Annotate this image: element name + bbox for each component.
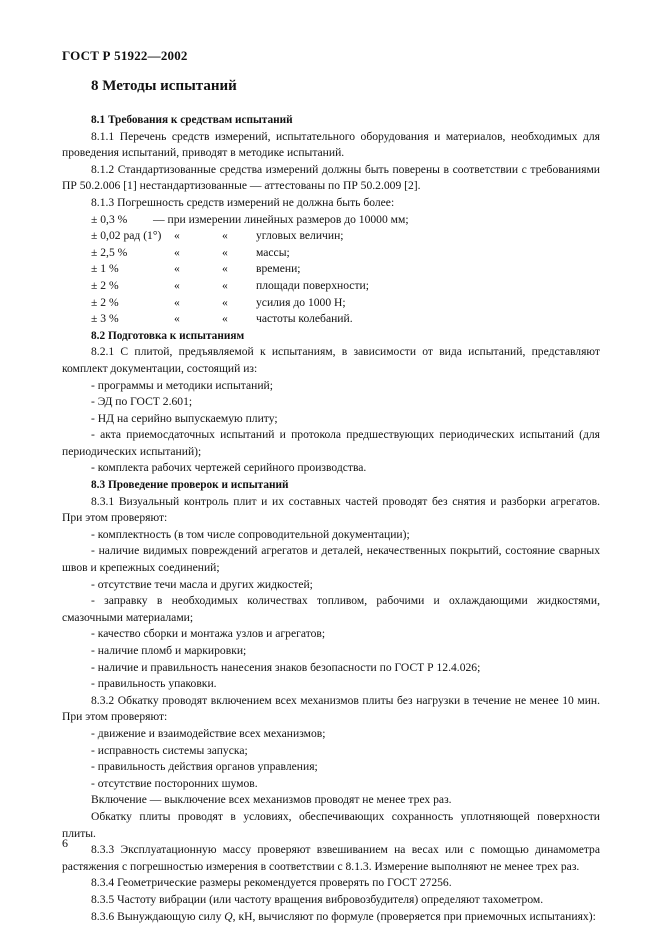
force-symbol: Q xyxy=(224,909,233,923)
list-item: - комплектность (в том числе сопроводительной документации); xyxy=(91,527,410,541)
list-item: - программы и методики испытаний; xyxy=(91,378,273,392)
ditto-mark: « xyxy=(222,245,228,259)
ditto-mark: « xyxy=(174,295,180,309)
ditto-mark: « xyxy=(174,278,180,292)
page-number: 6 xyxy=(62,836,68,850)
limit-value: ± 2 % xyxy=(91,278,119,292)
ditto-mark: « xyxy=(222,278,228,292)
limit-row xyxy=(62,212,600,229)
paragraph-8-3-4: 8.3.4 Геометрические размеры рекомендуется проверять по ГОСТ 27256. xyxy=(91,876,452,890)
ditto-mark: « xyxy=(174,262,180,276)
limit-text: времени; xyxy=(256,262,301,276)
document-header: ГОСТ Р 51922—2002 xyxy=(62,48,188,63)
document-body xyxy=(62,110,600,925)
ditto-mark: « xyxy=(222,229,228,243)
ditto-mark: « xyxy=(174,312,180,326)
subsection-heading-8-3: 8.3 Проведение проверок и испытаний xyxy=(91,479,289,492)
list-item: - отсутствие течи масла и других жидкостей; xyxy=(91,577,313,591)
paragraph-8-1-3: 8.1.3 Погрешность средств измерений не должна быть более: xyxy=(91,195,395,209)
paragraph-8-3-5: 8.3.5 Частоту вибрации (или частоту вращения вибровозбудителя) определяют тахометром. xyxy=(91,892,544,906)
ditto-mark: « xyxy=(222,312,228,326)
list-item: - НД на серийно выпускаемую плиту; xyxy=(91,411,278,425)
ditto-mark: « xyxy=(174,245,180,259)
ditto-mark: « xyxy=(222,262,228,276)
list-item: - акта приемосдаточных испытаний и протокола предшествующих периодических испытаний (для периодических испытаний); xyxy=(62,428,600,458)
paragraph-8-3-3: 8.3.3 Эксплуатационную массу проверяют взвешиванием на весах или с помощью динамометра растяжения с погрешностью измерения в соответствии с 8.1.3. Измерение выполняют не менее трех раз. xyxy=(62,843,600,873)
paragraph-8-3-6-end: , кН, вычисляют по формуле (проверяется при приемочных испытаниях): xyxy=(232,909,596,923)
ditto-mark: « xyxy=(174,229,180,243)
limit-text: площади поверхности; xyxy=(256,278,369,292)
list-item: - исправность системы запуска; xyxy=(91,743,248,757)
subsection-heading-8-1: 8.1 Требования к средствам испытаний xyxy=(91,114,293,126)
paragraph-8-3-6 xyxy=(62,909,600,926)
list-item: - наличие пломб и маркировки; xyxy=(91,644,247,657)
list-item: - заправку в необходимых количествах топливом, рабочими и охлаждающими жидкостями, смазочными материалами; xyxy=(62,594,600,624)
limit-row xyxy=(62,245,600,262)
ditto-mark: « xyxy=(222,295,228,309)
list-item: - правильность упаковки. xyxy=(91,677,217,691)
limit-text: массы; xyxy=(256,245,290,259)
limit-row xyxy=(62,278,600,295)
list-item: - ЭД по ГОСТ 2.601; xyxy=(91,395,193,409)
limit-row xyxy=(62,228,600,245)
paragraph-run-in: Обкатку плиты проводят в условиях, обеспечивающих сохранность уплотняющей поверхности плиты. xyxy=(62,809,600,840)
list-item: - наличие видимых повреждений агрегатов и деталей, некачественных покрытий, состояние сварных швов и крепежных соединений; xyxy=(62,544,600,575)
list-item: - правильность действия органов управления; xyxy=(91,760,318,774)
paragraph-8-3-6-start: 8.3.6 Вынуждающую силу xyxy=(91,909,225,923)
limit-text: усилия до 1000 Н; xyxy=(256,295,346,309)
list-item: - отсутствие посторонних шумов. xyxy=(91,776,258,790)
limit-value: ± 0,02 рад (1°) xyxy=(91,229,162,243)
list-item: - наличие и правильность нанесения знаков безопасности по ГОСТ Р 12.4.026; xyxy=(91,660,481,674)
list-item: - комплекта рабочих чертежей серийного производства. xyxy=(91,461,367,475)
limit-row xyxy=(62,311,600,328)
paragraph-8-1-1: 8.1.1 Перечень средств измерений, испытательного оборудования и материалов, необходимых для проведения испытаний, приводят в методике испытаний. xyxy=(62,129,600,160)
paragraph-8-1-2: 8.1.2 Стандартизованные средства измерений должны быть поверены в соответствии с требованиями ПР 50.2.006 [1] нестандартизованные — аттестованы по ПР 50.2.009 [2]. xyxy=(62,162,600,193)
list-item: - движение и взаимодействие всех механизмов; xyxy=(91,726,326,740)
subsection-heading-8-2: 8.2 Подготовка к испытаниям xyxy=(91,329,245,342)
limit-row xyxy=(62,295,600,312)
paragraph-8-2-1: 8.2.1 С плитой, предъявляемой к испытаниям, в зависимости от вида испытаний, представляют комплект документации, состоящий из: xyxy=(62,345,600,375)
list-item: - качество сборки и монтажа узлов и агрегатов; xyxy=(91,627,326,641)
limit-value: ± 3 % xyxy=(91,312,119,326)
paragraph-8-3-1: 8.3.1 Визуальный контроль плит и их составных частей проводят без снятия и разборки агрегатов. При этом проверяют: xyxy=(62,494,600,525)
paragraph-on-off: Включение — выключение всех механизмов проводят не менее трех раз. xyxy=(91,793,452,807)
section-title: 8 Методы испытаний xyxy=(91,78,237,94)
paragraph-8-3-2: 8.3.2 Обкатку проводят включением всех механизмов плиты без нагрузки в течение не менее 10 мин. При этом проверяют: xyxy=(62,693,600,724)
limit-text: частоты колебаний. xyxy=(256,312,353,326)
limit-text: угловых величин; xyxy=(256,229,344,243)
limit-value: ± 0,3 % xyxy=(91,212,128,226)
limit-text: — при измерении линейных размеров до 10000 мм; xyxy=(153,212,409,226)
limit-value: ± 2 % xyxy=(91,295,119,309)
limit-value: ± 2,5 % xyxy=(91,245,128,259)
limit-row xyxy=(62,261,600,278)
limit-value: ± 1 % xyxy=(91,262,119,276)
